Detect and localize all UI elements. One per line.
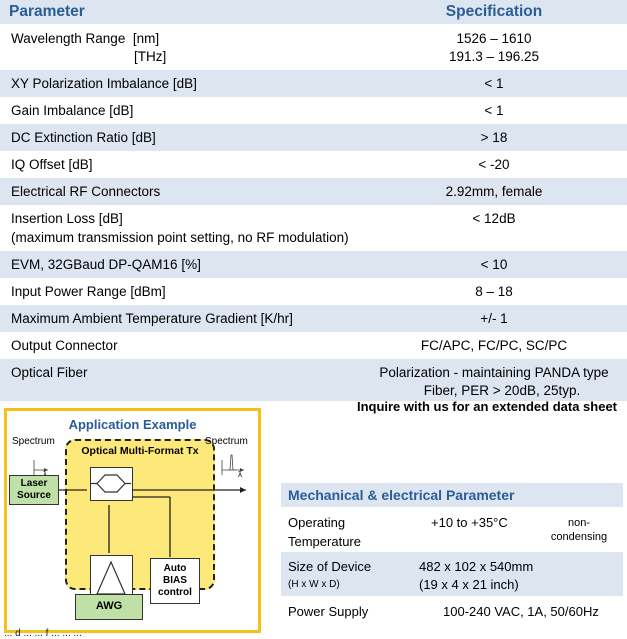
param-value: 2.92mm, female: [445, 184, 543, 199]
mech-label: Operating: [288, 515, 346, 530]
mech-label: Power Supply: [288, 604, 369, 619]
param-wavelength-unit2: [THz]: [134, 49, 167, 64]
spectrum-label-left: Spectrum: [12, 436, 55, 447]
mech-value: +10 to +35°C: [431, 515, 508, 530]
param-value: < 1: [484, 76, 504, 91]
param-note: (maximum transmission point setting, no RF modulation): [11, 230, 349, 245]
param-wavelength: Wavelength Range [nm]: [11, 31, 160, 46]
note-line-2: condensing: [550, 531, 608, 543]
table-row: [281, 552, 623, 597]
table-row: [281, 507, 623, 552]
value-wavelength-thz: 191.3 – 196.25: [448, 49, 540, 64]
table-row: [281, 597, 623, 626]
param-value: Polarization - maintaining PANDA type: [379, 365, 609, 380]
bias-label-2: BIAS: [163, 575, 187, 586]
mech-label-2: Temperature: [288, 534, 361, 549]
mech-note: [549, 516, 609, 544]
param-label: Gain Imbalance [dB]: [11, 103, 134, 118]
param-label: DC Extinction Ratio [dB]: [11, 130, 156, 145]
param-value: 8 – 18: [475, 284, 513, 299]
param-value: < -20: [478, 157, 510, 172]
param-value: < 10: [480, 257, 508, 272]
bias-label-3: control: [158, 587, 192, 598]
specification-header: Specification: [445, 3, 543, 20]
mech-label: Size of Device: [288, 559, 372, 574]
mech-value: 482 x 102 x 540mm: [419, 559, 534, 574]
lambda-right: λ: [238, 470, 242, 479]
note-line-1: non-: [567, 517, 591, 529]
param-label: Optical Fiber: [11, 365, 88, 380]
laser-label-1: Laser: [20, 478, 48, 489]
mech-value-2: (19 x 4 x 21 inch): [419, 577, 519, 592]
mechanical-electrical-table: [281, 483, 623, 626]
param-label: XY Polarization Imbalance [dB]: [11, 76, 197, 91]
laser-source-box: [9, 475, 59, 505]
param-value: > 18: [480, 130, 508, 145]
value-wavelength-nm: 1526 – 1610: [456, 31, 532, 46]
param-value: FC/APC, FC/PC, SC/PC: [420, 338, 568, 353]
mech-value: 100-240 VAC, 1A, 50/60Hz: [443, 604, 599, 619]
laser-label-2: Source: [17, 490, 51, 501]
param-label: Output Connector: [11, 338, 118, 353]
inquire-note: Inquire with us for an extended data sheet: [356, 399, 617, 414]
parameter-header: Parameter: [9, 3, 85, 20]
bias-label-1: Auto: [163, 563, 187, 574]
application-example-title: Application Example: [68, 417, 197, 432]
spectrum-label-right: Spectrum: [205, 436, 248, 447]
param-value: +/- 1: [480, 311, 508, 326]
mech-title: Mechanical & electrical Parameter: [288, 487, 515, 503]
param-label: Insertion Loss [dB]: [11, 211, 123, 226]
param-label: Input Power Range [dBm]: [11, 284, 166, 299]
cutoff-text: ... d ... ... f ... ... ...: [4, 628, 82, 639]
awg-box: AWG: [75, 594, 143, 620]
param-label: Electrical RF Connectors: [11, 184, 161, 199]
param-label: EVM, 32GBaud DP-QAM16 [%]: [11, 257, 201, 272]
param-value: < 12dB: [472, 211, 516, 226]
mech-header: [281, 483, 623, 507]
param-value-2: Fiber, PER > 20dB, 25typ.: [423, 383, 581, 398]
param-label: IQ Offset [dB]: [11, 157, 93, 172]
param-value: < 1: [484, 103, 504, 118]
mech-label-2: (H x W x D): [288, 579, 340, 590]
param-label: Maximum Ambient Temperature Gradient [K/hr]: [11, 311, 293, 326]
tx-title: Optical Multi-Format Tx: [81, 445, 199, 457]
